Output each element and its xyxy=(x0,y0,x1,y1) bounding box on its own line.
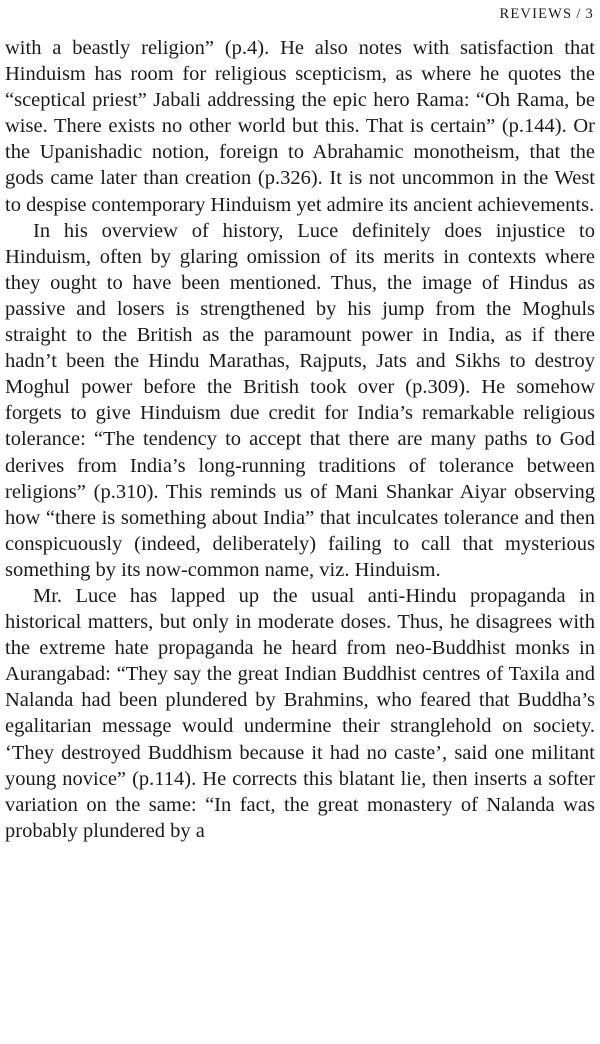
running-title: REVIEWS xyxy=(499,6,573,22)
body-text xyxy=(5,35,595,844)
running-header xyxy=(499,6,594,23)
paragraph-continued: with a beastly religion” (p.4). He also notes with satisfaction that Hinduism has room for religious scepticism, as where he quotes the “sceptical priest” Jabali addressing the epic hero Rama: “Oh Rama, be wise. There exists no other world but this. That is certain” (p.144). Or the Upanishadic notion, foreign to Abrahamic monotheism, that the gods came later than creation (p.326). It is not uncommon in the West to despise contemporary Hinduism yet admire its ancient achievements. xyxy=(5,37,595,216)
paragraph: In his overview of history, Luce definitely does injustice to Hinduism, often by glaring omission of its merits in contexts where they ought to have been mentioned. Thus, the image of Hindus as passive and losers is strengthened by his jump from the Moghuls straight to the British as the paramount power in India, as if there hadn’t been the Hindu Marathas, Rajputs, Jats and Sikhs to destroy Moghul power before the British took over (p.309). He somehow forgets to give Hinduism due credit for India’s remarkable religious tolerance: “The tendency to accept that there are many paths to God derives from India’s long-running traditions of tolerance between religions” (p.310). This reminds us of Mani Shankar Aiyar observing how “there is something about India” that inculcates tolerance and then conspicuously (indeed, deliberately) failing to call that mysterious something by its now-common name, viz. Hinduism. xyxy=(5,219,595,581)
page-number: 3 xyxy=(585,6,594,22)
header-separator: / xyxy=(576,6,582,22)
paragraph: Mr. Luce has lapped up the usual anti-Hindu propaganda in historical matters, but only in moderate doses. Thus, he disagrees with the extreme hate propaganda he heard from neo-Buddhist monks in Aurangabad: “They say the great Indian Buddhist centres of Taxila and Nalanda had been plundered by Brahmins, who feared that Buddha’s egalitarian message would undermine their stranglehold on society. ‘They destroyed Buddhism because it had no caste’, said one militant young novice” (p.114). He corrects this blatant lie, then inserts a softer variation on the same: “In fact, the great monastery of Nalanda was probably plundered by a xyxy=(5,584,595,842)
